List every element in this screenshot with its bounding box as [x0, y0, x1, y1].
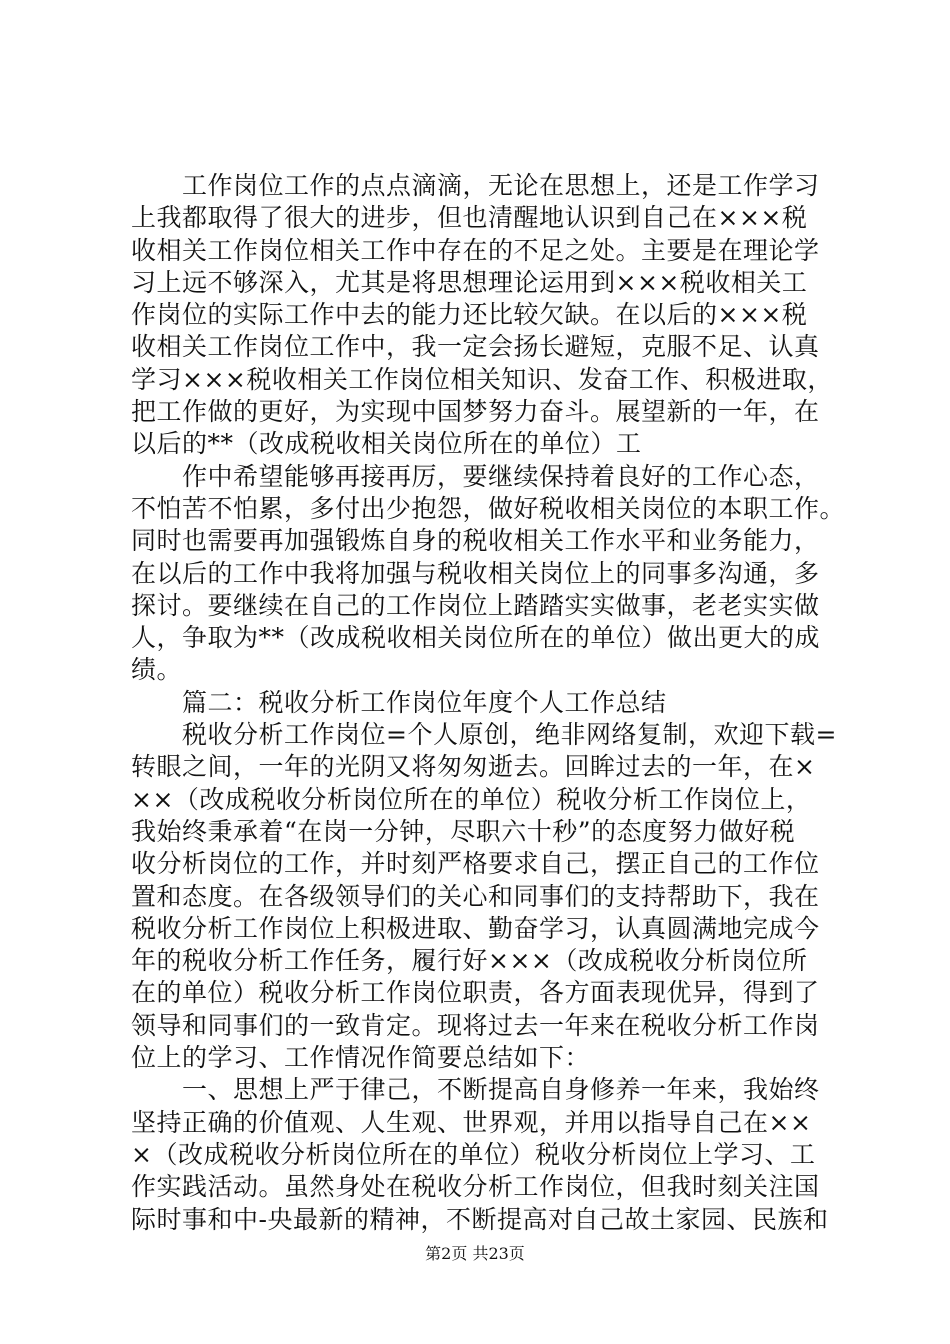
text-line: 绩。	[131, 655, 183, 685]
text-line: 不怕苦不怕累，多付出少抱怨，做好税收相关岗位的本职工作。	[131, 493, 846, 523]
text-line: 以后的**（改成税收相关岗位所在的单位）工	[131, 429, 642, 459]
text-line: 际时事和中-央最新的精神，不断提高对自己故土家园、民族和	[131, 1204, 829, 1234]
text-line: 同时也需要再加强锻炼自身的税收相关工作水平和业务能力，	[131, 526, 820, 556]
text-line: 一、思想上严于律己，不断提高自身修养一年来，我始终	[131, 1075, 820, 1105]
text-line: 作岗位的实际工作中去的能力还比较欠缺。在以后的×××税	[131, 300, 808, 330]
text-line: 工作岗位工作的点点滴滴，无论在思想上，还是工作学习	[131, 171, 820, 200]
text-line: 坚持正确的价值观、人生观、世界观，并用以指导自己在××	[131, 1107, 812, 1137]
text-line: 习上远不够深入，尤其是将思想理论运用到×××税收相关工	[131, 267, 808, 297]
text-line: 上我都取得了很大的进步，但也清醒地认识到自己在×××税	[131, 203, 808, 233]
text-line: 收相关工作岗位相关工作中存在的不足之处。主要是在理论学	[131, 235, 820, 265]
text-line: 位上的学习、工作情况作简要总结如下：	[131, 1043, 591, 1073]
text-line: 把工作做的更好，为实现中国梦努力奋斗。展望新的一年，在	[131, 397, 820, 427]
text-line: 学习×××税收相关工作岗位相关知识、发奋工作、积极进取，	[131, 364, 833, 394]
text-line: 我始终秉承着“在岗一分钟，尽职六十秒”的态度努力做好税	[131, 816, 796, 846]
text-line: 篇二：税收分析工作岗位年度个人工作总结	[131, 687, 667, 717]
page-footer: 第2页 共23页	[425, 1244, 525, 1263]
text-line: 收相关工作岗位工作中，我一定会扬长避短，克服不足、认真	[131, 332, 820, 362]
text-line: 在以后的工作中我将加强与税收相关岗位上的同事多沟通，多	[131, 558, 820, 588]
text-line: 领导和同事们的一致肯定。现将过去一年来在税收分析工作岗	[131, 1010, 820, 1040]
text-line: 收分析岗位的工作，并时刻严格要求自己，摆正自己的工作位	[131, 849, 820, 879]
text-line: 税收分析工作岗位=个人原创，绝非网络复制，欢迎下载=	[131, 720, 837, 750]
text-line: 作实践活动。虽然身处在税收分析工作岗位，但我时刻关注国	[131, 1172, 820, 1202]
document-body	[131, 170, 846, 1236]
text-line: 作中希望能够再接再厉，要继续保持着良好的工作心态，	[131, 461, 820, 491]
text-line: ××（改成税收分析岗位所在的单位）税收分析工作岗位上，	[131, 784, 812, 814]
text-line: 在的单位）税收分析工作岗位职责，各方面表现优异，得到了	[131, 978, 820, 1008]
text-line: 人，争取为**（改成税收相关岗位所在的单位）做出更大的成	[131, 623, 821, 653]
text-line: 年的税收分析工作任务，履行好×××（改成税收分析岗位所	[131, 946, 808, 976]
text-line: 税收分析工作岗位上积极进取、勤奋学习，认真圆满地完成今	[131, 913, 820, 943]
text-line: ×（改成税收分析岗位所在的单位）税收分析岗位上学习、工	[131, 1139, 816, 1169]
text-line: 转眼之间，一年的光阴又将匆匆逝去。回眸过去的一年，在×	[131, 752, 816, 782]
text-line: 置和态度。在各级领导们的关心和同事们的支持帮助下，我在	[131, 881, 820, 911]
text-line: 探讨。要继续在自己的工作岗位上踏踏实实做事，老老实实做	[131, 590, 820, 620]
